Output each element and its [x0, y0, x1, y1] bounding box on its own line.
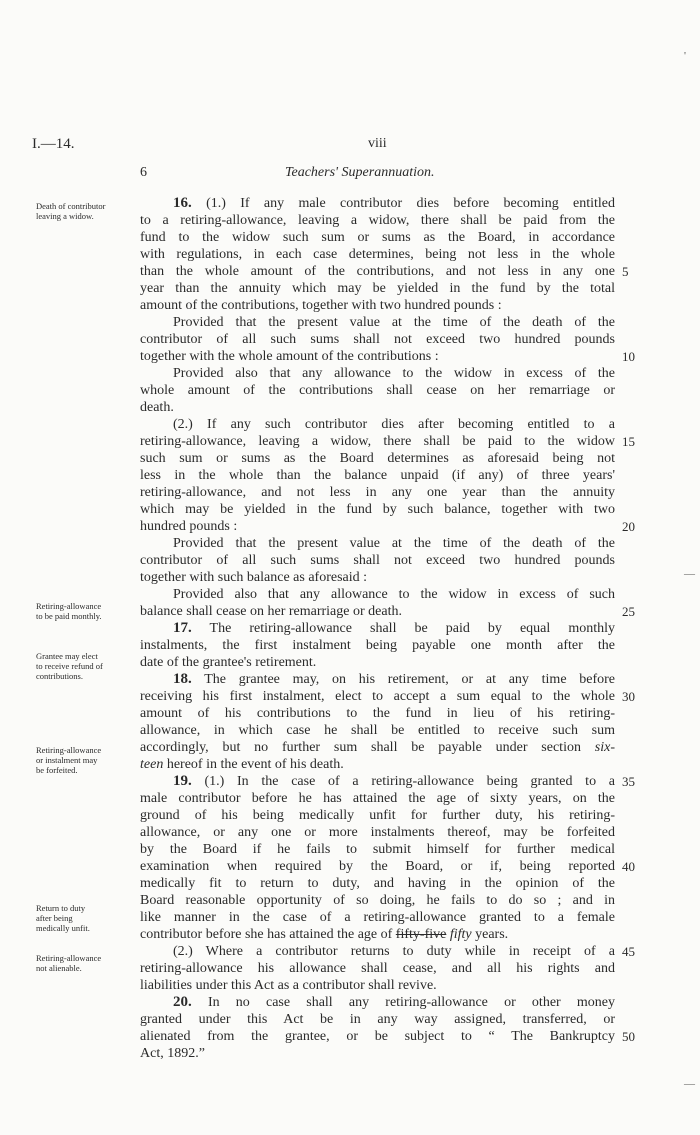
scan-edge-mark: ' [684, 50, 686, 62]
text-line: Provided that the present value at the time of the death of the [173, 315, 615, 330]
struck-text: fifty-five [395, 927, 447, 942]
text-line: allowance, or any one or more instalments thereof, may be forfeited [140, 825, 615, 840]
text-line: Provided also that any allowance to the widow in excess of such [173, 587, 615, 602]
margin-note-line: medically unfit. [36, 923, 90, 933]
line-number: 45 [622, 944, 635, 959]
scan-edge-mark: — [684, 1078, 695, 1090]
text-line: than the whole amount of the contributions, and not less in any one [140, 264, 615, 279]
line-number: 10 [622, 349, 635, 364]
text-span: (1.) In the case of a retiring-allowance being granted to a [204, 774, 615, 789]
text-span: The grantee may, on his retirement, or at any time before [204, 672, 615, 687]
section-number: 20. [173, 994, 192, 1010]
text-line: retiring-allowance, and not less in any one year than the annuity [140, 485, 615, 500]
section-number: 18. [173, 671, 192, 687]
text-line: Provided also that any allowance to the widow in excess of the [173, 366, 615, 381]
running-title: Teachers' Superannuation. [285, 165, 435, 180]
document-reference: I.—14. [32, 136, 75, 152]
text-line: alienated from the grantee, or be subject to “ The Bankruptcy [140, 1029, 615, 1044]
line-number: 50 [622, 1029, 635, 1044]
text-span-italic: fifty [449, 927, 472, 942]
text-line: retiring-allowance, leaving a widow, there shall be paid to the widow [140, 434, 615, 449]
text-line: year than the annuity which may be yielded in the fund by the total [140, 281, 615, 296]
text-line: less in the whole than the balance unpaid (if any) of three years' [140, 468, 615, 483]
text-span: contributor before she has attained the age of [140, 927, 393, 942]
text-line: contributor of all such sums shall not exceed two hundred pounds [140, 553, 615, 568]
margin-note-line: contributions. [36, 671, 83, 681]
text-line: together with the whole amount of the contributions : [140, 349, 439, 364]
text-line: amount of the contributions, together with two hundred pounds : [140, 298, 502, 313]
section-number: 19. [173, 773, 192, 789]
text-line: which may be yielded in the fund by such balance, together with two [140, 502, 615, 517]
margin-note-return-to-duty [36, 903, 136, 933]
line-number: 25 [622, 604, 635, 619]
section-16-line [173, 195, 615, 212]
section-18-line [173, 671, 615, 688]
margin-note-paid-monthly [36, 601, 136, 621]
text-line: liabilities under this Act as a contributor shall revive. [140, 978, 437, 993]
text-line: male contributor before he has attained the age of sixty years, on the [140, 791, 615, 806]
text-span: hereof in the event of his death. [166, 757, 344, 772]
margin-note-line: Return to duty [36, 903, 86, 913]
folio-number: viii [368, 136, 387, 151]
margin-note-line: not alienable. [36, 963, 82, 973]
line-number: 35 [622, 774, 635, 789]
text-line: ground of his being medically unfit for further duty, his retiring- [140, 808, 615, 823]
text-span: years. [475, 927, 509, 942]
text-line [140, 926, 615, 943]
text-span-italic: six- [594, 740, 615, 755]
margin-note-line: to be paid monthly. [36, 611, 102, 621]
text-line: such sum or sums as the Board determines as aforesaid being not [140, 451, 615, 466]
text-line: hundred pounds : [140, 519, 238, 534]
text-line: contributor of all such sums shall not exceed two hundred pounds [140, 332, 615, 347]
text-line: fund to the widow such sum or sums as the Board, in accordance [140, 230, 615, 245]
margin-note-line: or instalment may [36, 755, 98, 765]
section-20-line [173, 994, 615, 1011]
line-number: 40 [622, 859, 635, 874]
text-line: date of the grantee's retirement. [140, 655, 317, 670]
text-line: allowance, in which case he shall be entitled to receive such sum [140, 723, 615, 738]
scan-edge-mark: — [684, 568, 695, 580]
text-line: (2.) Where a contributor returns to duty while in receipt of a [173, 944, 615, 959]
margin-note-line: Retiring-allowance [36, 953, 102, 963]
text-line [140, 739, 615, 756]
margin-note-line: Retiring-allowance [36, 601, 102, 611]
text-span: In no case shall any retiring-allowance or other money [207, 995, 615, 1010]
text-span: (1.) If any male contributor dies before becoming entitled [206, 196, 616, 211]
text-line: Board reasonable opportunity of so doing, he fails to do so ; and in [140, 893, 615, 908]
line-number: 20 [622, 519, 635, 534]
text-line: receiving his first instalment, elect to accept a sum equal to the whole [140, 689, 615, 704]
margin-note-line: to receive refund of [36, 661, 103, 671]
margin-note-forfeited [36, 745, 136, 775]
text-span: The retiring-allowance shall be paid by equal monthly [209, 621, 615, 636]
text-line: Act, 1892.” [140, 1046, 205, 1061]
text-line: with regulations, in each case determines, being not less in the whole [140, 247, 615, 262]
text-line: (2.) If any such contributor dies after becoming entitled to a [173, 417, 615, 432]
text-span-italic: teen [140, 757, 164, 772]
text-line: granted under this Act be in any way assigned, transferred, or [140, 1012, 615, 1027]
section-17-line [173, 620, 615, 637]
margin-note-refund [36, 651, 136, 681]
text-line: together with such balance as aforesaid : [140, 570, 368, 585]
text-line: examination when required by the Board, or if, being reported [140, 859, 615, 874]
text-line: to a retiring-allowance, leaving a widow, there shall be paid from the [140, 213, 615, 228]
text-line: death. [140, 400, 174, 415]
text-line: like manner in the case of a retiring-allowance granted to a female [140, 910, 615, 925]
margin-note-line: Grantee may elect [36, 651, 98, 661]
text-line: by the Board if he fails to submit himself for further medical [140, 842, 615, 857]
line-number: 15 [622, 434, 635, 449]
text-line: amount of his contributions to the fund in lieu of his retiring- [140, 706, 615, 721]
section-number: 17. [173, 620, 192, 636]
text-line: balance shall cease on her remarriage or death. [140, 604, 402, 619]
margin-note-line: leaving a widow. [36, 211, 94, 221]
text-line: Provided that the present value at the time of the death of the [173, 536, 615, 551]
line-number: 5 [622, 264, 629, 279]
margin-note-line: Retiring-allowance [36, 745, 102, 755]
text-line [140, 756, 615, 773]
line-number: 30 [622, 689, 635, 704]
text-line: instalments, the first instalment being payable one month after the [140, 638, 615, 653]
section-19-line [173, 773, 615, 790]
text-line: whole amount of the contributions shall cease on her remarriage or [140, 383, 615, 398]
margin-note-not-alienable [36, 953, 136, 973]
margin-note-line: after being [36, 913, 73, 923]
margin-note-line: Death of contributor [36, 201, 106, 211]
text-line: medically fit to return to duty, and having in the opinion of the [140, 876, 615, 891]
margin-note-line: be forfeited. [36, 765, 78, 775]
page-number: 6 [140, 165, 147, 180]
text-line: retiring-allowance his allowance shall cease, and all his rights and [140, 961, 615, 976]
section-number: 16. [173, 195, 192, 211]
text-span: accordingly, but no further sum shall be payable under section [140, 740, 581, 755]
margin-note-death-of-contributor [36, 201, 136, 221]
